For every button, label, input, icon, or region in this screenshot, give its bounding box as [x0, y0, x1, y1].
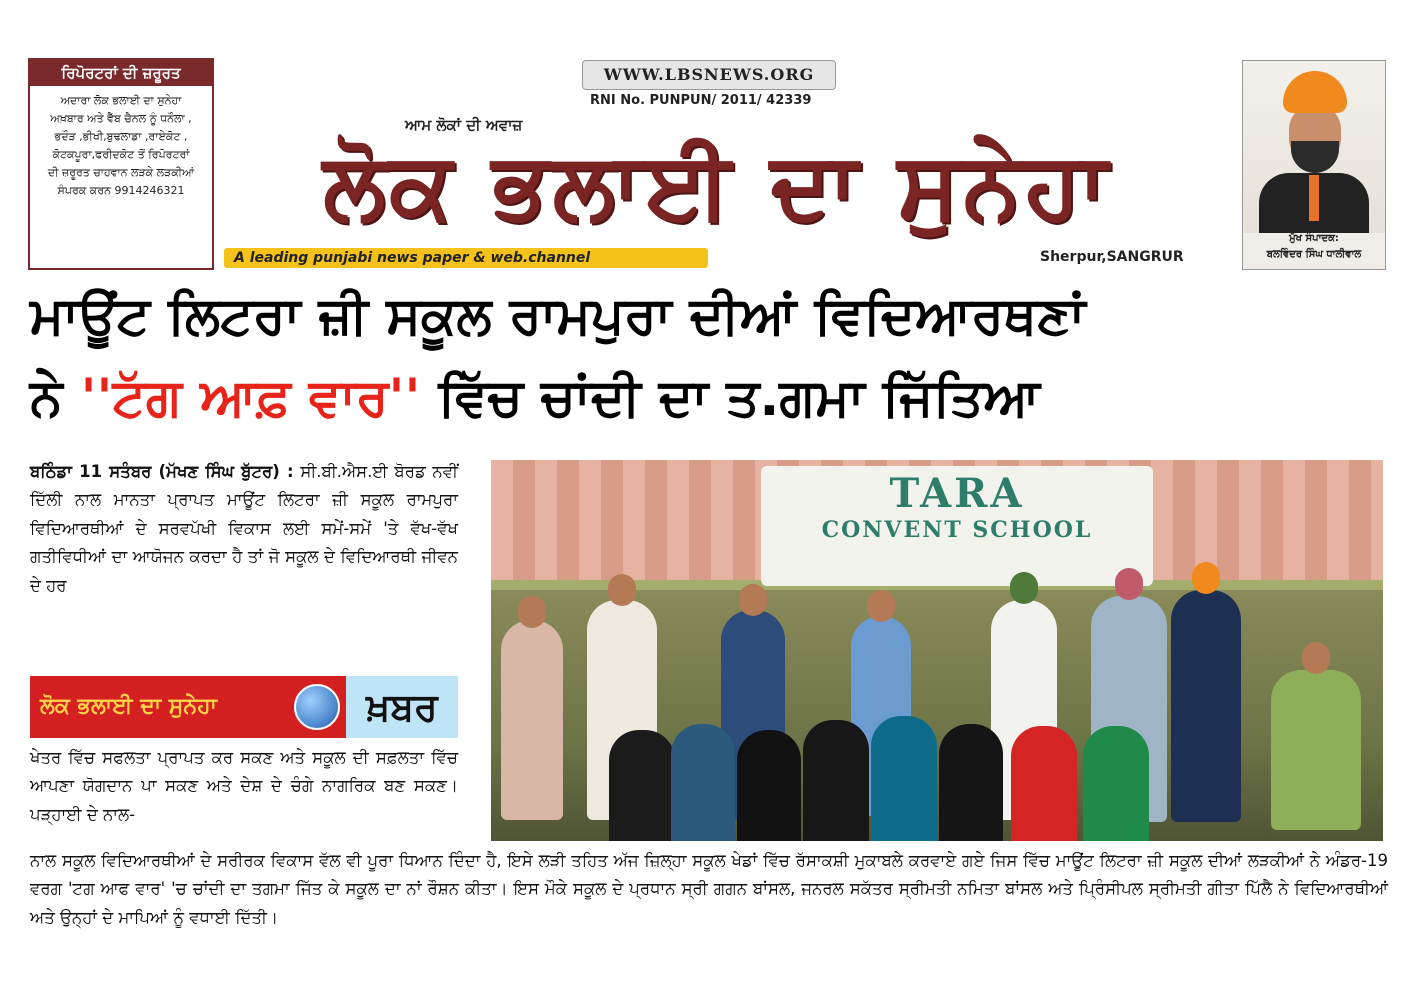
- reporters-wanted-text: [30, 86, 212, 206]
- channel-badge-news: ਖ਼ਬਰ: [346, 676, 458, 738]
- student: [939, 724, 1003, 841]
- headline-highlight: ''ਟੱਗ ਆਫ਼ ਵਾਰ'': [80, 368, 421, 428]
- person-head: [518, 596, 546, 628]
- person: [1271, 670, 1361, 830]
- article-paragraph-1: ਸੀ.ਬੀ.ਐਸ.ਈ ਬੋਰਡ ਨਵੀਂ ਦਿੱਲੀ ਨਾਲ ਮਾਨਤਾ ਪ੍ਰਾਪਤ ਮਾਊਂਟ ਲਿਟਰਾ ਜ਼ੀ ਸਕੂਲ ਰਾਮਪੁਰਾ ਵਿਦਿਆਰਥੀਆਂ ਦੇ ਸਰਵਪੱਖੀ ਵਿਕਾਸ ਲਈ ਸਮੇਂ-ਸਮੇਂ 'ਤੇ ਵੱਖ-ਵੱਖ ਗਤੀਵਿਧੀਆਂ ਦਾ ਆਯੋਜਨ ਕਰਦਾ ਹੈ ਤਾਂ ਜੋ ਸਕੂਲ ਦੇ ਵਿਦਿਆਰਥੀ ਜੀਵਨ ਦੇ ਹਰ: [30, 462, 458, 595]
- editor-beard: [1291, 141, 1339, 173]
- person-head: [867, 590, 895, 622]
- editor-photo: [1243, 61, 1385, 233]
- banner-subtitle: CONVENT SCHOOL: [821, 517, 1093, 543]
- person: [501, 620, 563, 820]
- student: [871, 716, 937, 841]
- wanted-line: ਦੀ ਜ਼ਰੂਰਤ ਚਾਹਵਾਨ ਲੜਕੇ ਲੜਕੀਆਂ: [47, 166, 195, 179]
- masthead-slogan: ਆਮ ਲੋਕਾਂ ਦੀ ਅਵਾਜ਼: [405, 116, 523, 134]
- channel-badge: [30, 676, 458, 738]
- headline-line-1: ਮਾਊਂਟ ਲਿਟਰਾ ਜ਼ੀ ਸਕੂਲ ਰਾਮਪੁਰਾ ਦੀਆਂ ਵਿਦਿਆਰਥਣਾਂ: [30, 286, 1086, 346]
- person-head: [1192, 562, 1220, 594]
- wanted-line: ਕੋਟਕਪੂਰਾ,ਫਰੀਦਕੋਟ ਤੋਂ ਰਿਪੋਰਟਰਾਂ: [52, 148, 190, 161]
- person-head: [1115, 568, 1143, 600]
- person-head: [608, 574, 636, 606]
- group-of-people: [491, 590, 1383, 841]
- article-paragraph-2: ਖੇਤਰ ਵਿੱਚ ਸਫਲਤਾ ਪ੍ਰਾਪਤ ਕਰ ਸਕਣ ਅਤੇ ਸਕੂਲ ਦੀ ਸਫ਼ਲਤਾ ਵਿੱਚ ਆਪਣਾ ਯੋਗਦਾਨ ਪਾ ਸਕਣ ਅਤੇ ਦੇਸ਼ ਦੇ ਚੰਗੇ ਨਾਗਰਿਕ ਬਣ ਸਕਣ। ਪੜ੍ਹਾਈ ਦੇ ਨਾਲ-: [30, 748, 458, 824]
- website-url[interactable]: WWW.LBSNEWS.ORG: [582, 60, 836, 90]
- globe-logo-icon: [288, 676, 346, 738]
- wanted-line: ਭਦੌੜ ,ਭੀਖੀ,ਬੁਢਲਾਡਾ ,ਰਾਏਕੋਟ ,: [54, 130, 188, 143]
- school-banner: [761, 466, 1153, 586]
- reporters-wanted-title: ਰਿਪੋਰਟਰਾਂ ਦੀ ਜ਼ਰੂਰਤ: [30, 60, 212, 86]
- wanted-line: ਅਦਾਰਾ ਲੋਕ ਭਲਾਈ ਦਾ ਸੁਨੇਹਾ: [60, 94, 182, 107]
- globe-icon: [294, 684, 340, 730]
- channel-badge-name: ਲੋਕ ਭਲਾਈ ਦਾ ਸੁਨੇਹਾ: [30, 676, 288, 738]
- wanted-line: ਸੰਪਰਕ ਕਰਨ 9914246321: [57, 184, 185, 197]
- student: [1083, 726, 1149, 841]
- student: [609, 730, 675, 841]
- rni-number: RNI No. PUNPUN/ 2011/ 42339: [590, 93, 812, 108]
- wanted-line: ਅਖ਼ਬਾਰ ਅਤੇ ਵੈੱਬ ਚੈਨਲ ਨੂੰ ਧਨੌਲਾ ,: [50, 112, 192, 125]
- editor-name: ਬਲਵਿੰਦਰ ਸਿੰਘ ਧਾਲੀਵਾਲ: [1266, 249, 1362, 260]
- article-column-1: [30, 458, 458, 600]
- article-photo: [491, 460, 1383, 841]
- article-dateline: ਬਠਿੰਡਾ 11 ਸਤੰਬਰ (ਮੱਖਣ ਸਿੰਘ ਬੁੱਟਰ) :: [30, 462, 294, 481]
- masthead-location: Sherpur,SANGRUR: [1040, 249, 1184, 265]
- newspaper-logo: ਲੋਕ ਭਲਾਈ ਦਾ ਸੁਨੇਹਾ: [322, 132, 1112, 239]
- person: [1171, 590, 1241, 822]
- editor-tie: [1309, 175, 1319, 221]
- chief-editor-box: [1242, 60, 1386, 270]
- editor-turban: [1283, 71, 1347, 113]
- headline-prefix: ਨੇ: [30, 368, 81, 428]
- editor-role: ਮੁੱਖ ਸੰਪਾਦਕ:: [1289, 233, 1339, 244]
- headline-suffix: ਵਿੱਚ ਚਾਂਦੀ ਦਾ ਤ.ਗਮਾ ਜਿੱਤਿਆ: [420, 368, 1040, 428]
- masthead-tagline: A leading punjabi news paper & web.channel: [224, 248, 708, 268]
- student: [737, 730, 801, 841]
- student: [1011, 726, 1077, 841]
- student: [671, 724, 735, 841]
- headline-line-2: [30, 362, 1390, 434]
- person-head: [1010, 572, 1038, 604]
- article-paragraph-3: ਨਾਲ ਸਕੂਲ ਵਿਦਿਆਰਥੀਆਂ ਦੇ ਸਰੀਰਕ ਵਿਕਾਸ ਵੱਲ ਵੀ ਪੂਰਾ ਧਿਆਨ ਦਿੰਦਾ ਹੈ, ਇਸੇ ਲੜੀ ਤਹਿਤ ਅੱਜ ਜ਼ਿਲ੍ਹਾ ਸਕੂਲ ਖੇਡਾਂ ਵਿੱਚ ਰੱਸਾਕਸ਼ੀ ਮੁਕਾਬਲੇ ਕਰਵਾਏ ਗਏ ਜਿਸ ਵਿੱਚ ਮਾਊਂਟ ਲਿਟਰਾ ਜ਼ੀ ਸਕੂਲ ਦੀਆਂ ਲੜਕੀਆਂ ਨੇ ਅੰਡਰ-19 ਵਰਗ 'ਟਗ ਆਫ ਵਾਰ' 'ਚ ਚਾਂਦੀ ਦਾ ਤਗਮਾ ਜਿੱਤ ਕੇ ਸਕੂਲ ਦਾ ਨਾਂ ਰੌਸ਼ਨ ਕੀਤਾ। ਇਸ ਮੌਕੇ ਸਕੂਲ ਦੇ ਪ੍ਰਧਾਨ ਸ੍ਰੀ ਗਗਨ ਬਾਂਸਲ, ਜਨਰਲ ਸਕੱਤਰ ਸ੍ਰੀਮਤੀ ਨਮਿਤਾ ਬਾਂਸਲ ਅਤੇ ਪ੍ਰਿੰਸੀਪਲ ਸ੍ਰੀਮਤੀ ਗੀਤਾ ਪਿੱਲੈ ਨੇ ਵਿਦਿਆਰਥੀਆਂ ਅਤੇ ਉਨ੍ਹਾਂ ਦੇ ਮਾਪਿਆਂ ਨੂੰ ਵਧਾਈ ਦਿੱਤੀ।: [30, 851, 1388, 927]
- student: [803, 720, 869, 841]
- person-head: [739, 584, 767, 616]
- banner-title: TARA: [889, 470, 1025, 517]
- reporters-wanted-box: [28, 58, 214, 270]
- person-head: [1302, 642, 1330, 674]
